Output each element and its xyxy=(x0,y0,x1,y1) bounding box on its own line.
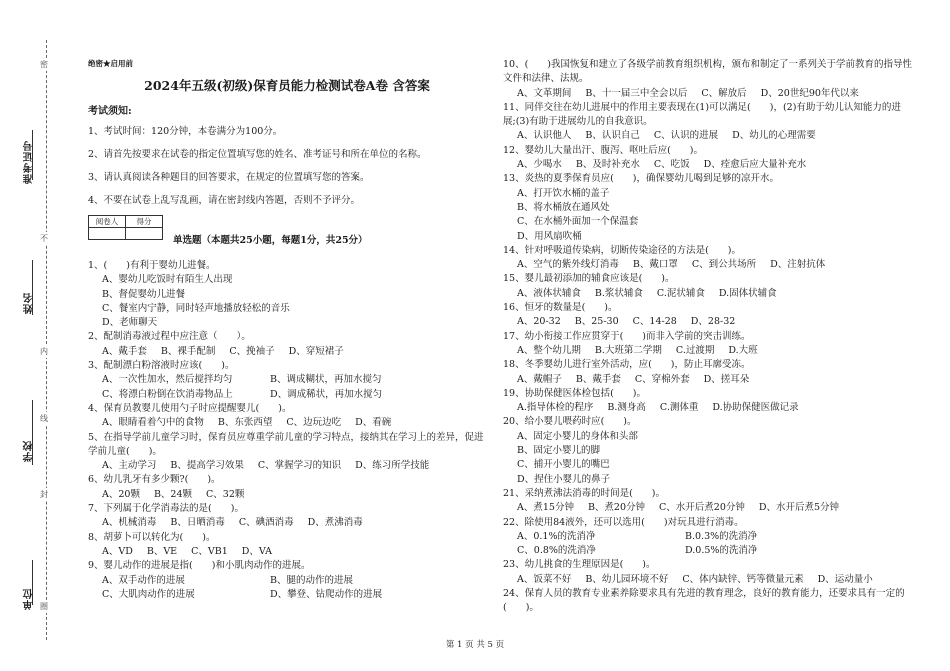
notice-item: 2、请首先按要求在试卷的指定位置填写您的姓名、准考证号和所在单位的名称。 xyxy=(88,149,427,160)
grader-table xyxy=(88,215,163,240)
answer-option[interactable]: B、VE xyxy=(146,545,178,557)
right-column xyxy=(503,58,913,616)
answer-option[interactable]: A、认识他人 xyxy=(517,130,572,142)
answer-option[interactable]: B.浆状辅食 xyxy=(594,287,643,299)
answer-option[interactable]: A.指导体检的程序 xyxy=(517,402,594,414)
answer-option[interactable]: D、20世纪90年代以来 xyxy=(760,87,859,99)
answer-option[interactable]: A、眼睛看着勺中的食物 xyxy=(102,417,204,429)
seal-mark: 密 xyxy=(40,60,48,69)
answer-option[interactable]: C、将漂白粉倒在饮消毒物品上 xyxy=(102,388,233,400)
answer-option[interactable]: A、固定小婴儿的身体和头部 xyxy=(517,430,638,442)
question-stem: 23、幼儿挑食的生理原因是( )。 xyxy=(503,559,656,571)
answer-option[interactable]: D、捏住小婴儿的鼻子 xyxy=(517,473,611,485)
answer-option[interactable]: B、督促婴幼儿进餐 xyxy=(102,288,185,300)
question-stem: 20、给小婴儿喂药时应( )。 xyxy=(503,416,637,428)
notice-item: 3、请认真阅读各种题目的回答要求，在规定的位置填写您的答案。 xyxy=(88,172,370,183)
question-stem: 17、幼小衔接工作应贯穿于( )而非入学前的突击训练。 xyxy=(503,330,751,342)
answer-option[interactable]: D、运动量小 xyxy=(817,573,873,585)
answer-option[interactable]: B.0.3%的洗消净 xyxy=(685,530,758,542)
answer-option[interactable]: C、0.8%的洗消净 xyxy=(517,545,596,557)
answer-option[interactable]: B、东张西望 xyxy=(217,417,273,429)
answer-option[interactable]: C、吃饭 xyxy=(653,159,690,171)
answer-option[interactable]: C、解放后 xyxy=(701,87,747,99)
section-row xyxy=(88,215,486,249)
question-stem: 3、配制漂白粉溶液时应该( )。 xyxy=(88,360,235,372)
answer-option[interactable]: C、体内缺锌、钙等微量元素 xyxy=(682,573,804,585)
option-row xyxy=(503,87,913,101)
option-row xyxy=(503,158,913,172)
answer-option[interactable]: D.固体状辅食 xyxy=(718,287,777,299)
answer-option[interactable]: D、练习所学技能 xyxy=(355,460,430,472)
page-title: 2024年五级(初级)保育员能力检测试卷A卷 含答案 xyxy=(144,78,430,93)
answer-option[interactable]: B、煮20分钟 xyxy=(587,502,646,514)
option-row xyxy=(503,401,913,415)
grader-cell: 阅卷人 xyxy=(89,216,126,228)
notice-heading: 考试须知: xyxy=(88,106,132,117)
exam-id-label: 准考证号 xyxy=(24,140,35,184)
question-stem: 21、采纳煮沸法消毒的时间是( )。 xyxy=(503,487,666,499)
grader-blank[interactable] xyxy=(89,228,126,240)
question-stem: 18、冬季婴幼儿进行室外活动，应( )，防止耳廓受冻。 xyxy=(503,359,751,371)
option-row xyxy=(88,388,486,402)
answer-option[interactable]: B.测身高 xyxy=(607,402,646,414)
option-row xyxy=(503,344,913,358)
option-row xyxy=(88,373,486,387)
answer-option[interactable]: B、戴手套 xyxy=(575,373,621,385)
question-stem: 16、恒牙的数量是( )。 xyxy=(503,302,618,314)
seal-mark: 线 xyxy=(40,414,48,423)
seal-mark: 不 xyxy=(40,234,48,243)
answer-option[interactable]: D、痊愈后应大量补充水 xyxy=(703,159,807,171)
answer-option[interactable]: C、碘酒消毒 xyxy=(238,517,294,529)
answer-option[interactable]: B、十一届三中全会以后 xyxy=(585,87,688,99)
answer-option[interactable]: B、24颗 xyxy=(153,488,193,500)
answer-option[interactable]: A、机械消毒 xyxy=(102,517,157,529)
answer-option[interactable]: B、25-30 xyxy=(574,316,619,328)
answer-option[interactable]: C、32颗 xyxy=(206,488,245,500)
answer-option[interactable]: C、挽袖子 xyxy=(229,345,275,357)
answer-option[interactable]: C、餐室内宁静，同时轻声地播放轻松的音乐 xyxy=(102,302,290,314)
answer-option[interactable]: A、戴帽子 xyxy=(517,373,562,385)
answer-option[interactable]: D、幼儿的心理需要 xyxy=(732,130,816,142)
answer-option[interactable]: D.大班 xyxy=(728,344,758,356)
answer-option[interactable]: A、一次性加水，然后搅拌均匀 xyxy=(102,374,233,386)
answer-option[interactable]: C、14-28 xyxy=(632,316,677,328)
answer-option[interactable]: D、看碗 xyxy=(355,417,392,429)
answer-option[interactable]: A、双手动作的进展 xyxy=(102,574,185,586)
answer-option[interactable]: C、到公共场所 xyxy=(691,259,757,271)
answer-option[interactable]: C、水开后煮20分钟 xyxy=(659,502,745,514)
answer-option[interactable]: A、煮15分钟 xyxy=(517,502,574,514)
answer-option[interactable]: A、婴幼儿吃饭时有陌生人出现 xyxy=(102,274,233,286)
name-label: 姓名 xyxy=(24,292,35,314)
question-stem: 24、保育人员的教育专业素养除要求具有先进的教育理念，良好的教育能力，还要求具有一定的( )。 xyxy=(503,587,905,614)
question-list-left xyxy=(88,259,486,602)
answer-option[interactable]: A、20颗 xyxy=(102,488,140,500)
answer-option[interactable]: D、搓耳朵 xyxy=(703,373,750,385)
answer-option[interactable]: C、捕开小婴儿的嘴巴 xyxy=(517,459,610,471)
answer-option[interactable]: C、VB1 xyxy=(191,545,228,557)
question-stem: 5、在指导学前儿童学习时，保育员应尊重学前儿童的学习特点，接纳其在学习上的差异，促进学前儿童( )。 xyxy=(88,431,484,457)
option-row xyxy=(503,544,913,558)
answer-option[interactable]: B、调成糊状，再加水搅匀 xyxy=(270,374,382,386)
answer-option[interactable]: C、掌握学习的知识 xyxy=(257,460,342,472)
answer-option[interactable]: D.协助保健医做记录 xyxy=(712,402,799,414)
question-list-right xyxy=(503,58,913,616)
binding-strip xyxy=(0,0,70,671)
answer-option[interactable]: C、认识的进展 xyxy=(653,130,719,142)
answer-option[interactable]: A、空气的紫外线灯消毒 xyxy=(517,259,619,271)
answer-option[interactable]: A、整个幼儿期 xyxy=(517,344,581,356)
answer-option[interactable]: D、28-32 xyxy=(690,316,736,328)
option-row xyxy=(503,373,913,387)
question-stem: 22、除使用84液外，还可以选用( )对玩具进行消毒。 xyxy=(503,516,744,528)
question-stem: 14、针对呼吸道传染病，切断传染途径的方法是( )。 xyxy=(503,244,742,256)
answer-option[interactable]: C、边玩边吃 xyxy=(286,417,342,429)
seal-mark: 内 xyxy=(40,347,48,356)
answer-option[interactable]: A、文革期间 xyxy=(517,87,572,99)
answer-option[interactable]: B、及时补充水 xyxy=(575,159,640,171)
answer-option[interactable]: B.大班第二学期 xyxy=(594,344,662,356)
answer-option[interactable]: D、注射抗体 xyxy=(770,259,826,271)
option-row xyxy=(503,501,913,515)
question-stem: 4、保育员教婴儿使用勺子时应提醒婴儿( )。 xyxy=(88,402,292,414)
answer-option[interactable]: A、20-32 xyxy=(517,316,561,328)
page-footer: 第 1 页 共 5 页 xyxy=(445,640,505,650)
unit-label: 单位 xyxy=(24,588,35,610)
question-stem: 2、配制消毒液过程中应注意（ ）。 xyxy=(88,331,251,343)
question-stem: 10、( )我国恢复和建立了各级学前教育组织机构，颁布和制定了一系列关于学前教育的指导性文件和法律、法规。 xyxy=(503,59,913,85)
question-stem: 12、婴幼儿大量出汗、腹泻、呕吐后应( )。 xyxy=(503,144,704,156)
section-heading: 单选题（本题共25小题，每题1分，共25分） xyxy=(173,235,368,246)
option-row xyxy=(88,574,486,588)
answer-option[interactable]: B、裸手配制 xyxy=(160,345,216,357)
answer-option[interactable]: B、将水桶放在通风处 xyxy=(517,201,610,213)
question-stem: 11、同伴交往在幼儿进展中的作用主要表现在(1)可以满足( )，(2)有助于幼儿认知能力的进展;(3)有助于进展幼儿的自我意识。 xyxy=(503,101,901,128)
left-column xyxy=(88,58,486,602)
question-stem: 19、协助保健医体检包括( )。 xyxy=(503,387,647,399)
option-row xyxy=(88,588,486,602)
answer-option[interactable]: B、认识自己 xyxy=(585,130,640,142)
answer-option[interactable]: A、主动学习 xyxy=(102,460,157,472)
notice-item: 4、不要在试卷上乱写乱画，请在密封线内答题，否则不予评分。 xyxy=(88,195,361,206)
option-row xyxy=(503,129,913,143)
answer-option[interactable]: C.泥状辅食 xyxy=(656,287,705,299)
answer-option[interactable]: A、饭菜不好 xyxy=(517,573,572,585)
option-row xyxy=(503,573,913,587)
answer-option[interactable]: D.0.5%的洗消净 xyxy=(685,545,758,557)
answer-option[interactable]: B、幼儿园环境不好 xyxy=(585,573,669,585)
option-row xyxy=(503,287,913,301)
option-row xyxy=(88,488,486,502)
answer-option[interactable]: C、穿棉外套 xyxy=(634,373,690,385)
answer-option[interactable]: D、VA xyxy=(241,545,272,557)
answer-option[interactable]: B、日晒消毒 xyxy=(170,517,225,529)
secret-mark: 绝密★启用前 xyxy=(88,59,133,68)
question-stem: 9、婴儿动作的进展是指( )和小肌肉动作的进展。 xyxy=(88,560,311,572)
question-stem: 8、胡萝卜可以转化为( )。 xyxy=(88,531,216,543)
answer-option[interactable]: D、水开后煮5分钟 xyxy=(758,502,840,514)
question-stem: 13、炎热的夏季保育员应( )，确保婴幼儿喝到足够的凉开水。 xyxy=(503,173,780,185)
answer-option[interactable]: A、0.1%的洗消净 xyxy=(517,530,596,542)
score-cell: 得分 xyxy=(126,216,163,228)
question-stem: 15、婴儿最初添加的辅食应该是( )。 xyxy=(503,273,675,285)
question-stem: 1、( )有利于婴幼儿进餐。 xyxy=(88,260,216,271)
answer-option[interactable]: C、在水桶外面加一个保温套 xyxy=(517,216,639,228)
option-row xyxy=(88,545,486,559)
answer-option[interactable]: D、攀登、钻爬动作的进展 xyxy=(270,588,383,600)
answer-option[interactable]: A、液体状辅食 xyxy=(517,287,581,299)
answer-option[interactable]: A、戴手套 xyxy=(102,345,147,357)
answer-option[interactable]: C.过渡期 xyxy=(675,344,715,356)
answer-option[interactable]: B、固定小婴儿的脚 xyxy=(517,445,600,457)
answer-option[interactable]: C.测体重 xyxy=(659,402,699,414)
option-row xyxy=(88,516,486,530)
option-row xyxy=(503,315,913,329)
answer-option[interactable]: B、戴口罩 xyxy=(632,259,678,271)
option-row xyxy=(503,530,913,544)
option-row xyxy=(88,416,486,430)
answer-option[interactable]: D、老师聊天 xyxy=(102,317,158,329)
answer-option[interactable]: D、穿短裙子 xyxy=(288,345,344,357)
option-row xyxy=(88,345,486,359)
question-stem: 6、幼儿乳牙有多少颗?( )。 xyxy=(88,474,221,486)
answer-option[interactable]: A、打开饮水桶的盖子 xyxy=(517,187,610,199)
score-blank[interactable] xyxy=(126,228,163,240)
seal-mark: 圈 xyxy=(40,602,48,611)
answer-option[interactable]: D、用风扇吹桶 xyxy=(517,230,582,242)
answer-option[interactable]: A、VD xyxy=(102,545,133,557)
answer-option[interactable]: D、调成稀状，再加水搅匀 xyxy=(270,388,383,400)
answer-option[interactable]: D、煮沸消毒 xyxy=(307,517,363,529)
answer-option[interactable]: B、腿的动作的进展 xyxy=(270,574,353,586)
answer-option[interactable]: C、大肌肉动作的进展 xyxy=(102,588,195,600)
seal-dashed-line xyxy=(46,40,47,640)
option-row xyxy=(88,459,486,473)
question-stem: 7、下列属于化学消毒法的是( )。 xyxy=(88,503,244,515)
answer-option[interactable]: A、少喝水 xyxy=(517,159,562,171)
notice-item: 1、考试时间：120分钟，本卷满分为100分。 xyxy=(88,126,283,137)
school-label: 学校 xyxy=(24,440,35,462)
option-row xyxy=(503,258,913,272)
answer-option[interactable]: B、提高学习效果 xyxy=(170,460,244,472)
seal-mark: 封 xyxy=(40,490,48,499)
